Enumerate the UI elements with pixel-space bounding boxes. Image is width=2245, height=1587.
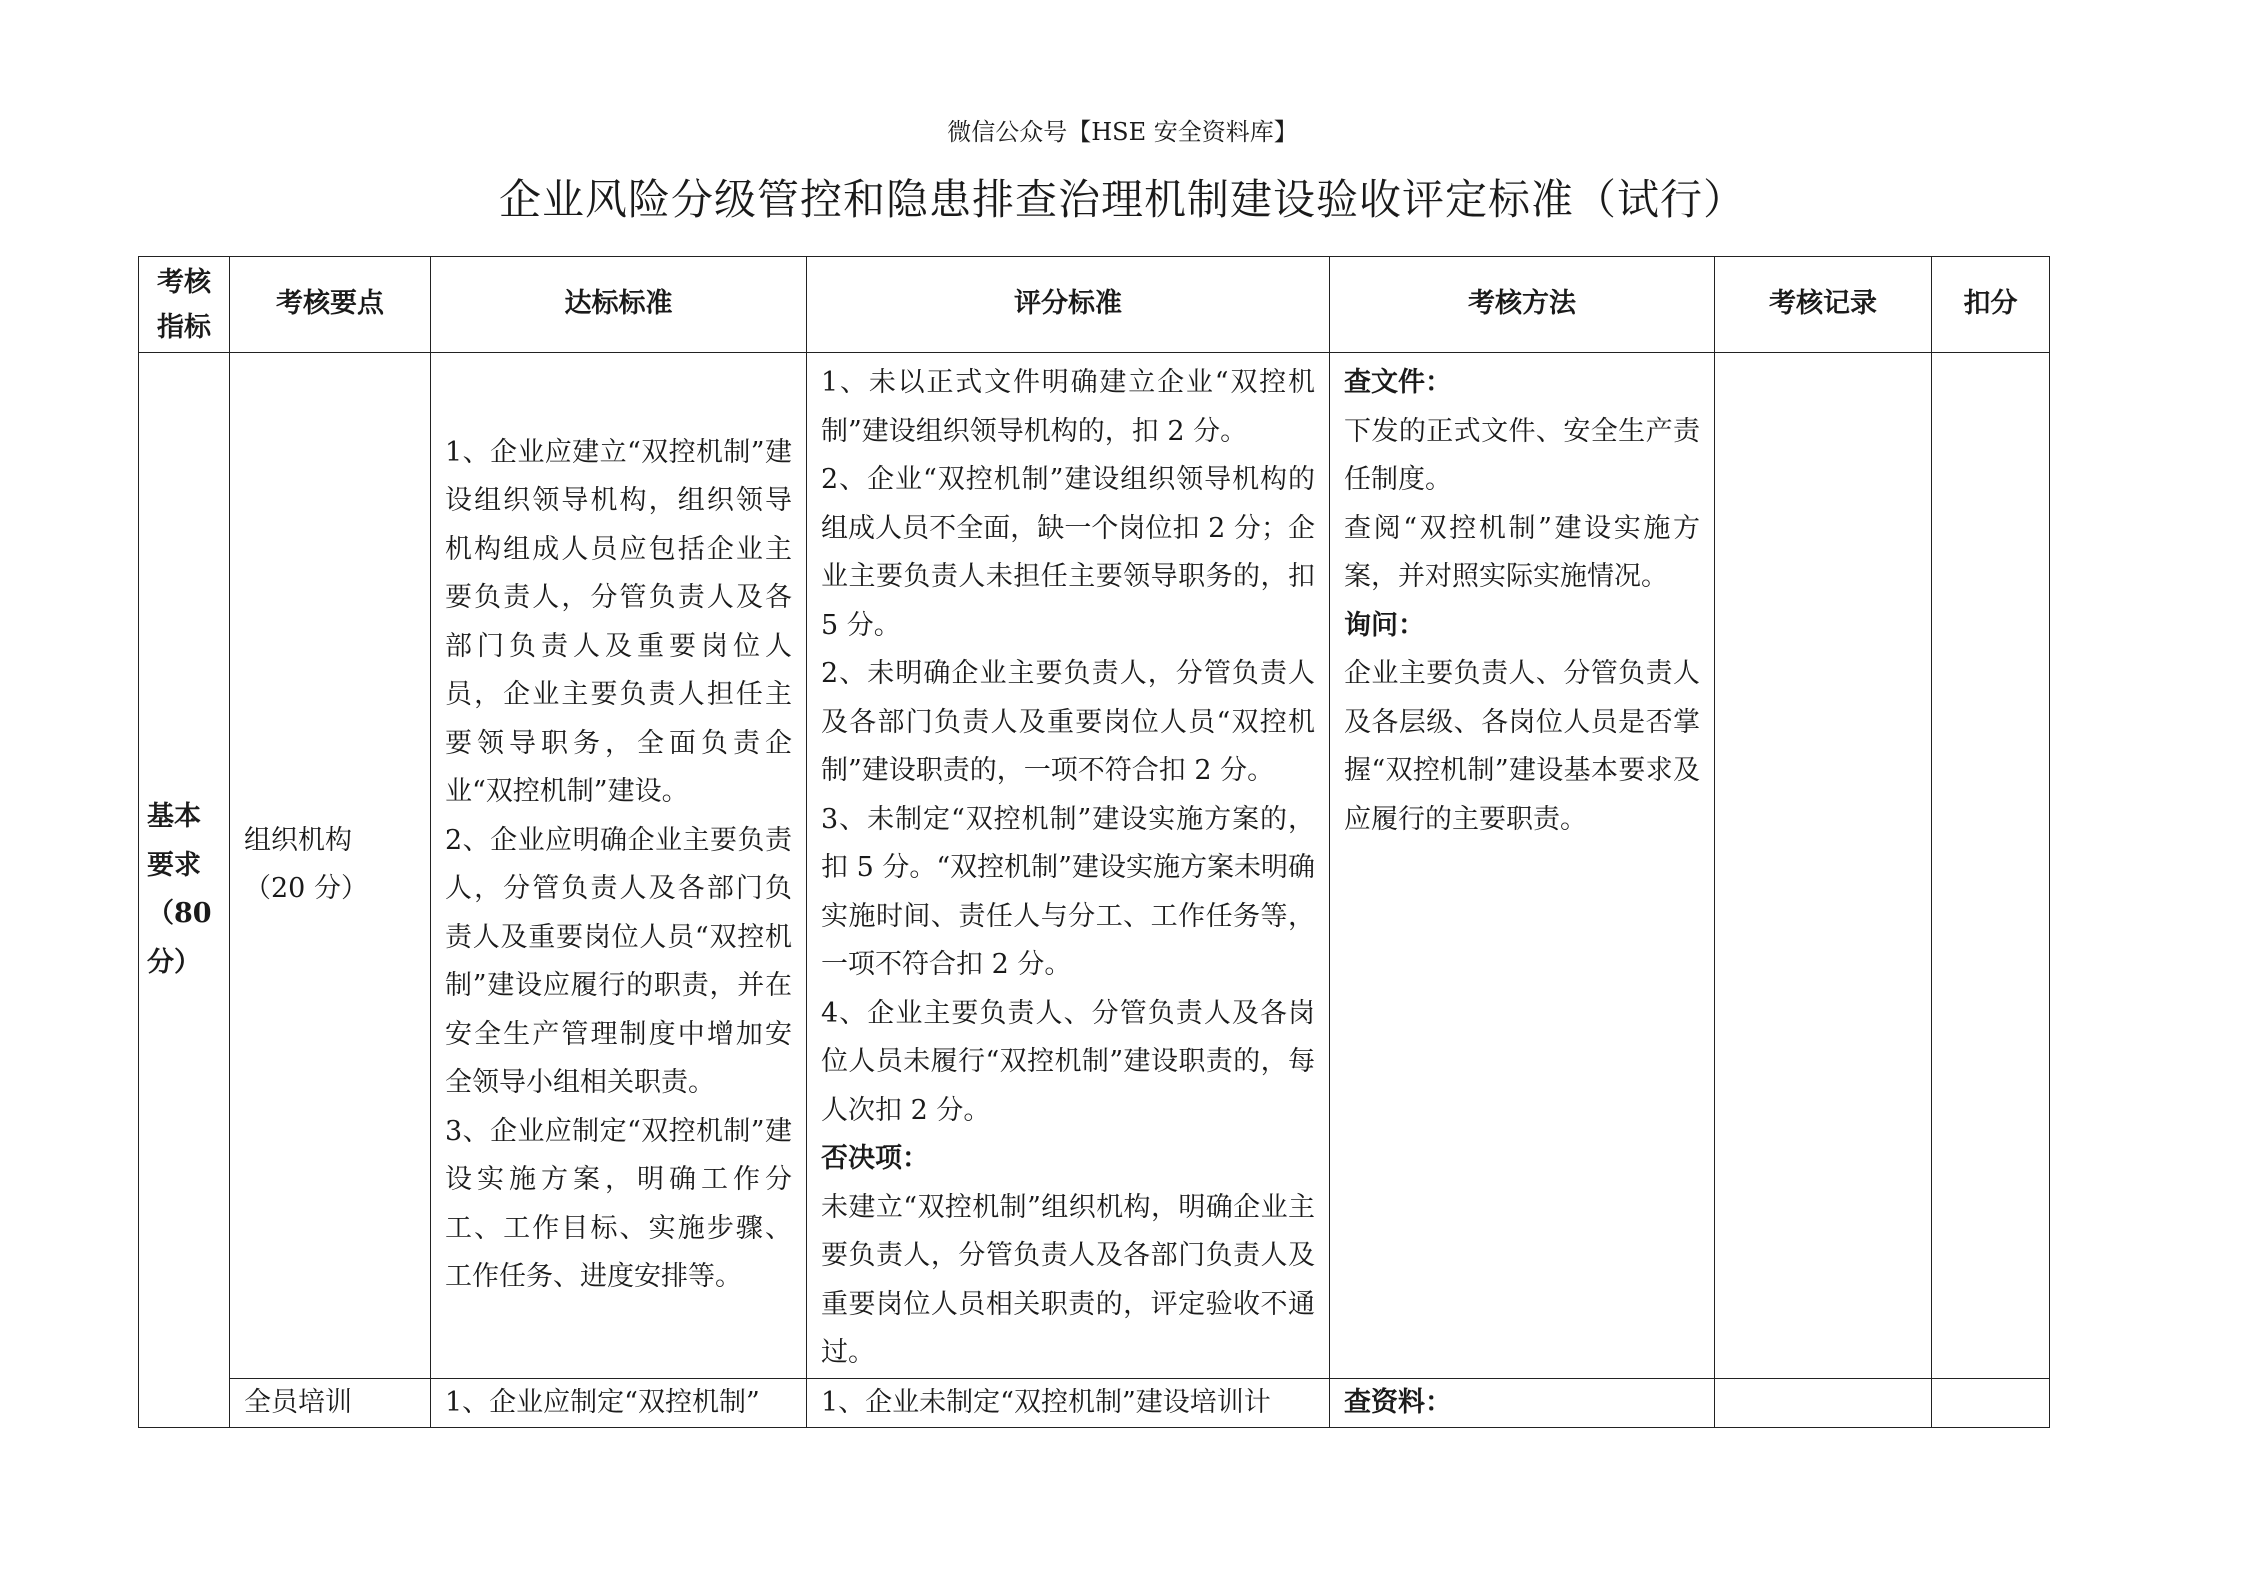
- header-record: 考核记录: [1715, 257, 1932, 353]
- header-standard: 达标标准: [431, 257, 807, 353]
- standards-table: [138, 256, 2050, 1428]
- method-text: 企业主要负责人、分管负责人及各层级、各岗位人员是否掌握“双控机制”建设基本要求及应履行的主要职责。: [1344, 658, 1700, 835]
- standard-item: 3、企业应制定“双控机制”建设实施方案，明确工作分工、工作目标、实施步骤、工作任务、进度安排等。: [445, 1115, 792, 1293]
- table-row: [139, 1378, 2050, 1428]
- record-cell: [1715, 1378, 1932, 1428]
- scoring-cell: [807, 1378, 1330, 1428]
- point-cell: [230, 1378, 431, 1428]
- scoring-item: 2、未明确企业主要负责人，分管负责人及各部门负责人及重要岗位人员“双控机制”建设职责的，一项不符合扣 2 分。: [821, 658, 1315, 786]
- header-method: 考核方法: [1330, 257, 1715, 353]
- scoring-item: 1、未以正式文件明确建立企业“双控机制”建设组织领导机构的，扣 2 分。: [821, 367, 1315, 447]
- point-score: （20 分）: [244, 873, 368, 905]
- standard-item: 1、企业应制定“双控机制”: [445, 1386, 760, 1418]
- header-point: 考核要点: [230, 257, 431, 353]
- header-deduction: 扣分: [1932, 257, 2050, 353]
- record-cell: [1715, 353, 1932, 1379]
- veto-text: 未建立“双控机制”组织机构，明确企业主要负责人，分管负责人及各部门负责人及重要岗位人员相关职责的，评定验收不通过。: [821, 1191, 1315, 1368]
- document-title: 企业风险分级管控和隐患排查治理机制建设验收评定标准（试行）: [498, 175, 1746, 224]
- point-cell: [230, 353, 431, 1379]
- method-text: 下发的正式文件、安全生产责任制度。: [1344, 415, 1700, 495]
- method-label-documents: 查文件：: [1344, 367, 1452, 398]
- method-cell: [1330, 1378, 1715, 1428]
- method-label-inquiry: 询问：: [1344, 609, 1425, 641]
- table-row: [139, 353, 2050, 1379]
- standard-item: 1、企业应建立“双控机制”建设组织领导机构，组织领导机构组成人员应包括企业主要负责人，分管负责人及各部门负责人及重要岗位人员，企业主要负责人担任主要领导职务，全面负责企业“双控机制”建设。: [445, 436, 792, 808]
- indicator-cell: 基本要求（80分）: [139, 353, 230, 1428]
- header-scoring: 评分标准: [807, 257, 1330, 353]
- scoring-item: 1、企业未制定“双控机制”建设培训计: [821, 1386, 1271, 1418]
- scoring-item: 3、未制定“双控机制”建设实施方案的，扣 5 分。“双控机制”建设实施方案未明确实施时间、责任人与分工、工作任务等，一项不符合扣 2 分。: [821, 803, 1315, 980]
- veto-label: 否决项：: [821, 1143, 929, 1174]
- standard-item: 2、企业应明确企业主要负责人，分管负责人及各部门负责人及重要岗位人员“双控机制”建设应履行的职责，并在安全生产管理制度中增加安全领导小组相关职责。: [445, 824, 792, 1099]
- method-cell: [1330, 353, 1715, 1379]
- source-line: 微信公众号【HSE 安全资料库】: [947, 118, 1298, 146]
- scoring-item: 2、企业“双控机制”建设组织领导机构的组成人员不全面，缺一个岗位扣 2 分；企业主要负责人未担任主要领导职务的，扣 5 分。: [821, 464, 1315, 641]
- deduction-cell: [1932, 1378, 2050, 1428]
- scoring-cell: [807, 353, 1330, 1379]
- method-label-materials: 查资料：: [1344, 1386, 1452, 1418]
- standard-cell: [431, 353, 807, 1379]
- standard-cell: [431, 1378, 807, 1428]
- point-name: 全员培训: [244, 1386, 352, 1418]
- table-header-row: [139, 257, 2050, 353]
- scoring-item: 4、企业主要负责人、分管负责人及各岗位人员未履行“双控机制”建设职责的，每人次扣 2 分。: [821, 997, 1315, 1126]
- deduction-cell: [1932, 353, 2050, 1379]
- point-name: 组织机构: [244, 824, 352, 856]
- method-text: 查阅“双控机制”建设实施方案，并对照实际实施情况。: [1344, 512, 1700, 592]
- header-indicator: 考核指标: [139, 257, 230, 353]
